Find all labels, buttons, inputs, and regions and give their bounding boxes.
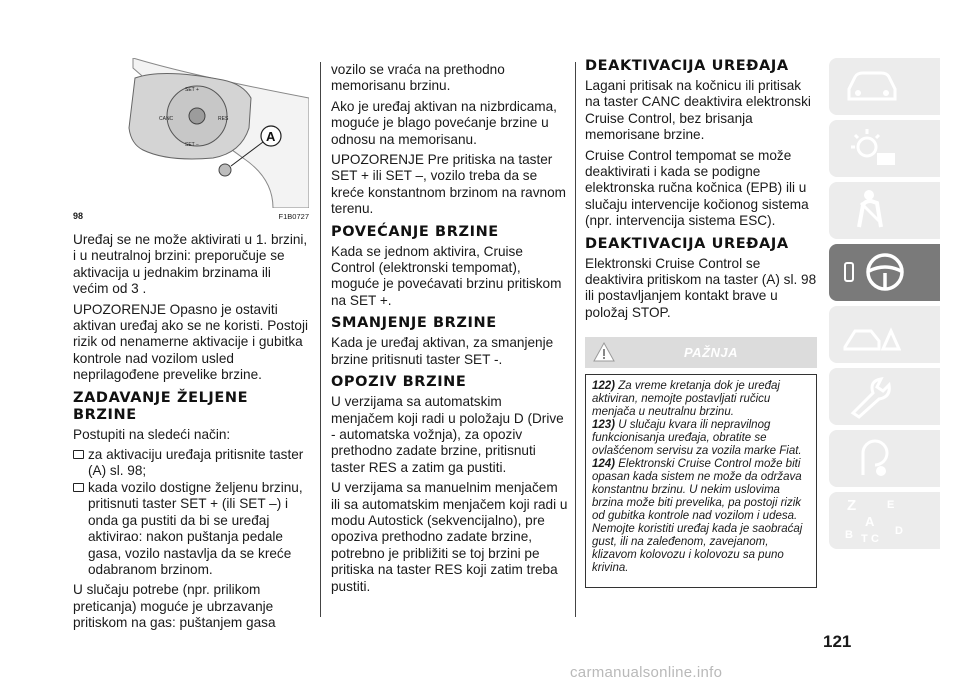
- svg-text:D: D: [895, 525, 903, 537]
- warning-item: 123) U slučaju kvara ili nepravilnog funkcionisanja uređaja, obratite se ovlašćenom servisu za vozila marke Fiat.: [592, 419, 802, 457]
- bullet-icon: [73, 450, 84, 459]
- svg-text:C: C: [871, 533, 879, 545]
- car-icon: [841, 63, 901, 109]
- section-heading: DEAKTIVACIJA UREĐAJA: [585, 58, 789, 74]
- seatbelt-icon: [841, 187, 901, 233]
- page-number: 121: [823, 632, 852, 651]
- tab-car[interactable]: [829, 58, 940, 115]
- tab-driving[interactable]: [829, 244, 940, 301]
- chapter-sidebar: [829, 58, 940, 554]
- warning-lights-icon: [841, 125, 901, 171]
- tab-emergency[interactable]: [829, 306, 940, 363]
- res-label: RES: [218, 116, 229, 122]
- tab-index[interactable]: [829, 492, 940, 549]
- paragraph: Lagani pritisak na kočnicu ili pritisak na taster CANC deaktivira elektronski Cruise Control, bez brisanja memorisane brzine.: [585, 78, 811, 143]
- steering-wheel-figure: [73, 58, 309, 220]
- warning-box: [585, 374, 817, 588]
- breakdown-icon: [841, 311, 901, 357]
- section-heading: ZADAVANJE ŽELJENE BRZINE: [73, 389, 249, 423]
- svg-text:E: E: [887, 499, 895, 511]
- steering-wheel-illustration: [73, 58, 309, 208]
- figure-number: 98: [73, 211, 84, 221]
- figure-code: F1B0727: [278, 212, 309, 221]
- paragraph: Cruise Control tempomat se može deaktivirati i kada se podigne elektronska ručna kočnica (EPB) ili u slučaju intervencije kočionog sistema (npr. intervencija sistema ESC).: [585, 147, 809, 229]
- warning-item: 124) Elektronski Cruise Control može biti opasan kada sistem ne može da održava konstantnu brzinu. U nekim uslovima brzina može biti prevelika, pa postoji rizik od gubitka kontrole nad vozilom i udesa. Nemojte koristiti uređaj kada je saobraćaj gust, ili na zaleđenom, zavejanom, klizavom kolovozu i kolovozu sa puno krivina.: [592, 458, 803, 574]
- column-3: [585, 58, 817, 325]
- section-heading: DEAKTIVACIJA UREĐAJA: [585, 235, 789, 252]
- tab-multimedia[interactable]: [829, 430, 940, 487]
- column-divider: [320, 62, 321, 617]
- section-heading: POVEĆANJE BRZINE: [331, 223, 499, 240]
- paragraph: Elektronski Cruise Control se deaktivira pritiskom na taster (A) sl. 98 ili postavljanjem kontakt brave u položaj STOP.: [585, 255, 817, 320]
- warning-item: 122) Za vreme kretanja dok je uređaj aktiviran, nemojte postavljati ručicu menjača u neutralnu brzinu.: [592, 380, 780, 418]
- paragraph: Uređaj se ne može aktivirati u 1. brzini, i u neutralnoj brzini: preporučuje se aktivacija u jednakim brzinama ili većim od 3 .: [73, 232, 308, 297]
- warning-header: [585, 337, 817, 368]
- paragraph: Ako je uređaj aktivan na nizbrdicama, moguće je blago povećanje brzine u odnosu na memorisanu.: [331, 98, 557, 147]
- multimedia-icon: [841, 435, 901, 481]
- section-heading: OPOZIV BRZINE: [331, 374, 467, 391]
- steering-wheel-icon: [841, 249, 921, 295]
- paragraph: U slučaju potrebe (npr. prilikom preticanja) moguće je ubrzavanje pritiskom na gas: puštanjem gasa: [73, 582, 276, 631]
- warning-paragraph: UPOZORENJE Opasno je ostaviti aktivan uređaj ako se ne koristi. Postoji rizik od nenamerne aktivacije i gubitka kontrole nad vozilom usled neprilagođene prevelike brzine.: [73, 301, 308, 383]
- tab-warning-lights[interactable]: [829, 120, 940, 177]
- paragraph: Kada je uređaj aktivan, za smanjenje brzine pritisnuti taster SET -.: [331, 335, 554, 367]
- paragraph: U verzijama sa automatskim menjačem koji radi u položaju D (Drive - automatska vožnja), za opoziv prethodno zadate brzine, pritisnuti taster RES a zatim ga pustiti.: [331, 394, 564, 475]
- svg-text:B: B: [845, 529, 853, 541]
- cruise-button-a: [219, 164, 231, 176]
- section-heading: SMANJENJE BRZINE: [331, 315, 497, 332]
- column-1: [73, 232, 309, 636]
- column-divider: [575, 62, 576, 617]
- warning-paragraph: UPOZORENJE Pre pritiska na taster SET + ili SET –, vozilo treba da se kreće konstantnom brzinom na ravnom terenu.: [331, 152, 566, 217]
- tab-safety[interactable]: [829, 182, 940, 239]
- index-icon: [841, 494, 921, 546]
- svg-text:Z: Z: [847, 497, 857, 514]
- list-item: za aktivaciju uređaja pritisnite taster (A) sl. 98;: [73, 447, 309, 480]
- watermark: carmanualsonline.info: [570, 664, 723, 681]
- callout-a: A: [266, 129, 276, 144]
- paragraph: U verzijama sa manuelnim menjačem ili sa automatskim menjačem koji radi u modu Autostick (sekvencijalno), pre opoziva prethodno zadate brzine, potrebno je približiti se toj brzini pe pritiska na taster RES koji zatim treba pustiti.: [331, 480, 568, 594]
- set-plus-label: SET +: [185, 87, 199, 93]
- svg-text:T: T: [861, 533, 868, 545]
- paragraph: vozilo se vraća na prethodno memorisanu brzinu.: [331, 62, 505, 94]
- list-item: kada vozilo dostigne željenu brzinu, pritisnuti taster SET + (ili SET –) i onda ga pustiti da bi se uređaj aktivirao: nakon puštanja pedale gasa, vozilo nastavlja da se kreće odabranom brzinom.: [73, 480, 309, 578]
- column-2: [331, 62, 568, 599]
- wrench-icon: [841, 373, 901, 419]
- svg-text:A: A: [865, 514, 875, 529]
- set-minus-label: SET −: [185, 142, 199, 148]
- paragraph: Postupiti na sledeći način:: [73, 426, 231, 442]
- canc-label: CANC: [159, 116, 174, 122]
- tab-maintenance[interactable]: [829, 368, 940, 425]
- warning-title: PAŽNJA: [683, 345, 739, 360]
- paragraph: Kada se jednom aktivira, Cruise Control (elektronski tempomat), moguće je povećavati brzinu pritiskom na SET +.: [331, 243, 562, 308]
- bullet-icon: [73, 483, 84, 492]
